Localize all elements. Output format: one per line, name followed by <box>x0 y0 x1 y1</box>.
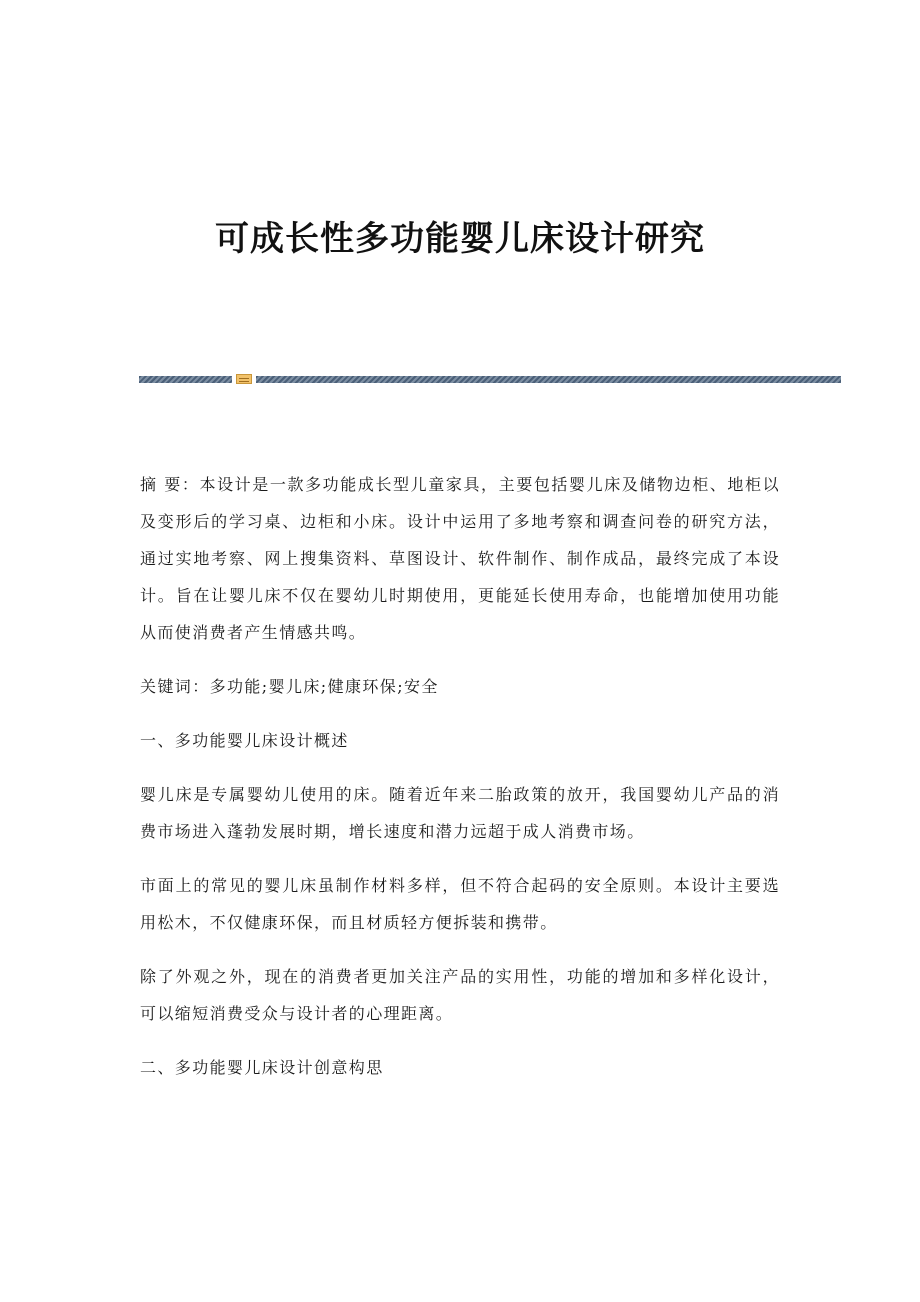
body-paragraph: 婴儿床是专属婴幼儿使用的床。随着近年来二胎政策的放开，我国婴幼儿产品的消费市场进入蓬勃发展时期，增长速度和潜力远超于成人消费市场。 <box>140 785 780 841</box>
abstract-text: 本设计是一款多功能成长型儿童家具，主要包括婴儿床及储物边柜、地柜以及变形后的学习桌、边柜和小床。设计中运用了多地考察和调查问卷的研究方法，通过实地考察、网上搜集资料、草图设计、软件制作、制作成品，最终完成了本设计。旨在让婴儿床不仅在婴幼儿时期使用，更能延长使用寿命，也能增加使用功能从而使消费者产生情感共鸣。 <box>140 475 781 642</box>
keywords-paragraph <box>140 668 780 705</box>
divider-emblem-icon <box>236 374 252 384</box>
abstract-label: 摘 要： <box>140 475 200 494</box>
title-divider <box>139 374 841 384</box>
section-heading-2: 二、多功能婴儿床设计创意构思 <box>140 1058 384 1077</box>
keywords-label: 关键词： <box>140 677 210 696</box>
body-paragraph: 除了外观之外，现在的消费者更加关注产品的实用性，功能的增加和多样化设计，可以缩短消费受众与设计者的心理距离。 <box>140 967 780 1023</box>
keywords-text: 多功能;婴儿床;健康环保;安全 <box>209 677 439 696</box>
divider-bar-left <box>139 376 232 383</box>
document-body <box>140 466 780 1103</box>
divider-bar-right <box>256 376 841 383</box>
section-heading-1: 一、多功能婴儿床设计概述 <box>140 731 349 750</box>
document-title: 可成长性多功能婴儿床设计研究 <box>215 219 705 259</box>
abstract-paragraph <box>140 466 780 651</box>
body-paragraph: 市面上的常见的婴儿床虽制作材料多样，但不符合起码的安全原则。本设计主要选用松木，不仅健康环保，而且材质轻方便拆装和携带。 <box>140 876 780 932</box>
